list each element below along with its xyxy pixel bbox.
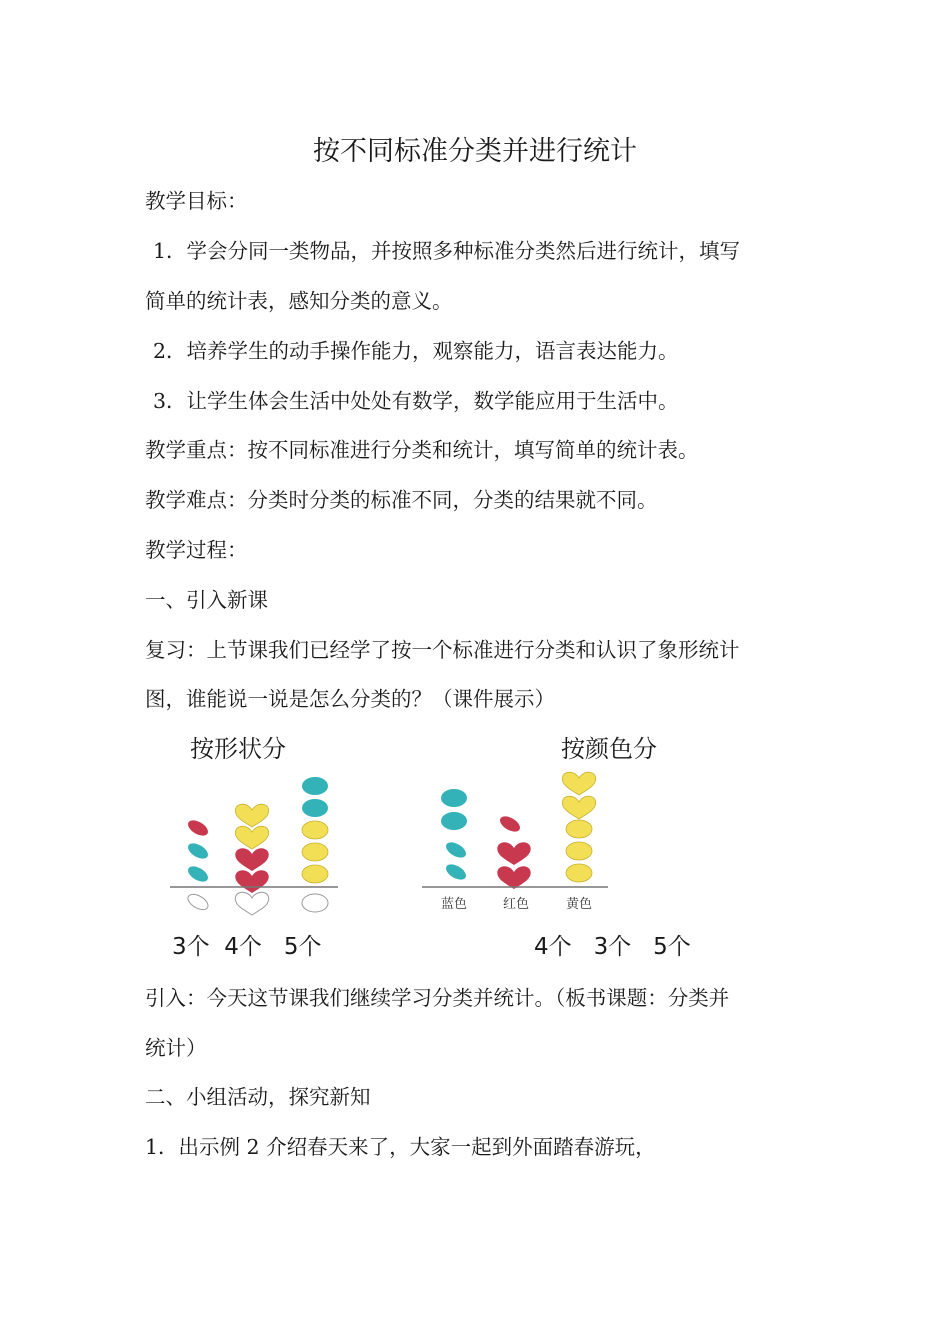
item-1: 1．出示例 2 介绍春天来了，大家一起到外面踏春游玩， — [145, 1135, 656, 1159]
label-blue: 蓝色 — [440, 897, 468, 912]
column-blue — [441, 789, 469, 883]
objective-1-line-1: 1．学会分同一类物品，并按照多种标准分类然后进行统计，填写 — [153, 239, 741, 263]
color-pictograph — [420, 768, 620, 912]
label-red: 红色 — [502, 897, 530, 912]
process-heading: 教学过程： — [145, 538, 248, 562]
column-yellow — [562, 772, 595, 882]
objective-2: 2．培养学生的动手操作能力，观察能力，语言表达能力。 — [153, 339, 679, 363]
key-point: 教学重点：按不同标准进行分类和统计，填写简单的统计表。 — [145, 438, 699, 462]
shape-pictograph — [168, 772, 348, 912]
objective-3: 3．让学生体会生活中处处有数学，数学能应用于生活中。 — [153, 389, 679, 413]
figure-right-title: 按颜色分 — [561, 735, 657, 763]
column-hearts — [235, 804, 268, 893]
figure-left-title: 按形状分 — [190, 735, 286, 763]
intro-line-2: 统计） — [145, 1036, 207, 1060]
review-line-2: 图，谁能说一说是怎么分类的？（课件展示） — [145, 687, 555, 711]
objective-1-line-2: 简单的统计表，感知分类的意义。 — [145, 289, 453, 313]
figure-left-counts: 3个 4个 5个 — [172, 934, 322, 960]
column-red — [497, 813, 530, 889]
section-2-heading: 二、小组活动，探究新知 — [145, 1085, 371, 1109]
difficulty: 教学难点：分类时分类的标准不同，分类的结果就不同。 — [145, 488, 658, 512]
review-line-1: 复习：上节课我们已经学了按一个标准进行分类和认识了象形统计 — [145, 638, 740, 662]
objectives-heading: 教学目标： — [145, 189, 248, 213]
intro-line-1: 引入：今天这节课我们继续学习分类并统计。（板书课题：分类并 — [145, 986, 730, 1010]
column-rounds — [302, 777, 328, 883]
column-small-shapes — [185, 817, 210, 884]
figure-right-counts: 4个 3个 5个 — [534, 934, 691, 960]
document-title: 按不同标准分类并进行统计 — [313, 136, 637, 167]
label-yellow: 黄色 — [565, 897, 593, 912]
section-1-heading: 一、引入新课 — [145, 588, 268, 612]
